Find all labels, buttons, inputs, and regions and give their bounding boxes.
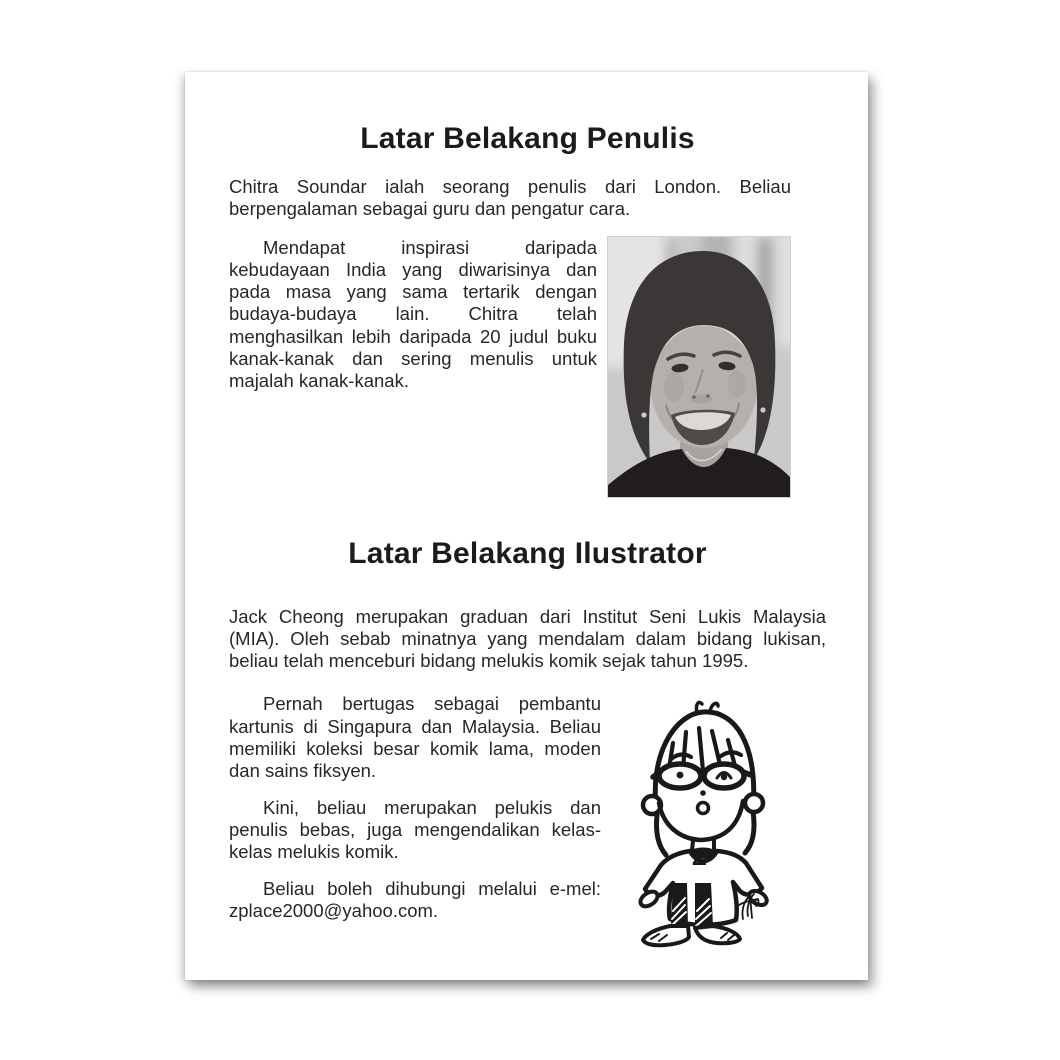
illustrator-body-column: [229, 693, 601, 922]
illustrator-text-cartoon-row: [229, 693, 826, 955]
illustrator-section: [229, 537, 826, 956]
illustrator-paragraph: Kini, beliau merupakan pelukis dan penulis bebas, juga mengendalikan kelas-kelas melukis komik.: [229, 796, 601, 863]
author-section: [229, 122, 826, 497]
tshirt-letter-z: Z: [692, 844, 707, 872]
cartoon-eyes: [677, 772, 684, 779]
cartoon-mouth: [698, 803, 709, 814]
illustrator-paragraph: Pernah bertugas sebagai pembantu kartunis di Singapura dan Malaysia. Beliau memiliki koleksi besar komik lama, moden dan sains fiksyen.: [229, 693, 601, 782]
author-paragraph: Mendapat inspirasi daripada kebudayaan India yang diwarisinya dan pada masa yang sama tertarik dengan budaya-budaya lain. Chitra telah menghasilkan lebih daripada 20 judul buku kanak-kanak dan sering menulis untuk majalah kanak-kanak.: [229, 236, 597, 392]
cartoon-eyebrows: [671, 755, 691, 760]
illustrator-section-title: Latar Belakang Ilustrator: [348, 536, 707, 570]
portrait-earring: [641, 412, 646, 417]
illustrator-cartoon: [635, 693, 785, 955]
illustrator-intro-paragraph: Jack Cheong merupakan graduan dari Institut Seni Lukis Malaysia (MIA). Oleh sebab minatnya yang mendalam dalam bidang lukisan, beliau telah menceburi bidang melukis komik sejak tahun 1995.: [229, 605, 826, 672]
author-text-photo-row: [229, 237, 826, 497]
author-portrait-graphic: [608, 237, 790, 497]
book-page: [185, 72, 868, 980]
author-section-title: Latar Belakang Penulis: [360, 122, 695, 155]
author-photo: [608, 237, 790, 497]
cartoon-nose: [700, 791, 706, 797]
illustrator-contact-paragraph: Beliau boleh dihubungi melalui e-mel: zplace2000@yahoo.com.: [229, 877, 601, 921]
illustrator-cartoon-graphic: [635, 693, 785, 955]
author-body-column: [229, 237, 597, 393]
author-intro-paragraph: Chitra Soundar ialah seorang penulis dari London. Beliau berpengalaman sebagai guru dan pengatur cara.: [229, 176, 791, 220]
cartoon-hand: [638, 889, 660, 910]
